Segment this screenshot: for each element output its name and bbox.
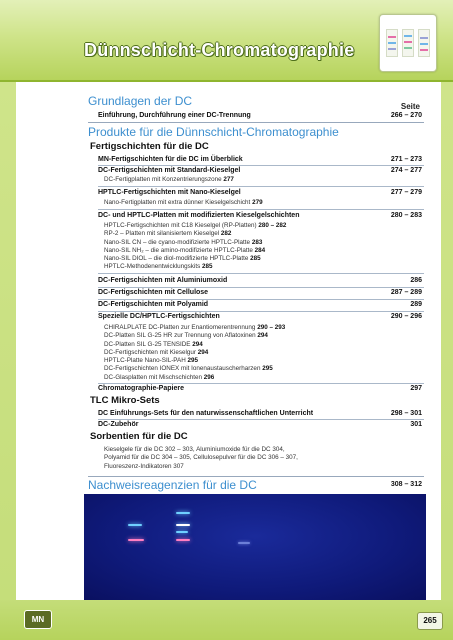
- toc-subentry: [104, 341, 404, 349]
- thumbnail-plate: [402, 29, 414, 57]
- divider: [98, 419, 424, 420]
- footer-band: [0, 600, 453, 640]
- tlc-spot: [128, 524, 142, 526]
- toc-subentry: [104, 176, 404, 184]
- toc-subentry-list: [104, 222, 404, 272]
- entry-label: Chromatographie-Papiere: [98, 385, 184, 392]
- toc-subentry: [104, 324, 404, 332]
- subentry-text: DC-Fertigplatten mit Konzentrierungszone: [104, 176, 222, 183]
- tlc-spot: [238, 542, 250, 544]
- subentry-text: DC-Glasplatten mit Mischschichten: [104, 373, 202, 381]
- subentry-page: 279: [252, 199, 263, 206]
- entry-pages: 274 – 277: [390, 167, 422, 174]
- entry-pages: 301: [410, 421, 422, 428]
- subentry-page: 284: [254, 246, 266, 254]
- subentry-page: 295: [187, 357, 199, 365]
- tlc-plates-thumbnail: [379, 14, 437, 72]
- subentry-text: DC-Fertigschichten mit Kieselgur: [104, 348, 197, 356]
- subentry-page: 294: [192, 340, 203, 348]
- right-margin-bar: [441, 82, 453, 640]
- subentry-page: 282: [220, 230, 232, 238]
- subentry-text: HPTLC-Methodenentwicklungskits: [104, 263, 201, 271]
- toc-entry: [98, 212, 424, 219]
- entry-pages: 297: [410, 385, 422, 392]
- paragraph-line: Polyamid für die DC 304 – 305, Cellulosepulver für die DC 306 – 307,: [104, 454, 298, 462]
- entry-label: DC-Fertigschichten mit Cellulose: [98, 289, 209, 296]
- left-margin-bar: [0, 82, 16, 640]
- toc-subentry: [104, 255, 404, 263]
- tlc-spot: [176, 539, 190, 541]
- divider: [88, 122, 424, 123]
- entry-label: DC-Fertigschichten mit Polyamid: [98, 301, 209, 308]
- section-heading-grundlagen: Grundlagen der DC: [88, 94, 193, 108]
- subentry-page: 280 – 282: [258, 222, 287, 229]
- toc-subentry-list: [104, 324, 404, 382]
- page-title: Dünnschicht-Chromatographie: [84, 40, 355, 60]
- tlc-spot: [176, 524, 190, 526]
- entry-label: DC-Zubehör: [98, 421, 139, 428]
- divider: [98, 383, 424, 384]
- divider: [98, 165, 424, 166]
- divider: [98, 287, 424, 288]
- subentry-page: 277: [223, 176, 234, 183]
- entry-label: MN-Fertigschichten für die DC im Überblick: [98, 156, 243, 163]
- tlc-spot: [176, 531, 188, 533]
- entry-pages: 286: [410, 277, 422, 284]
- entry-label: Spezielle DC/HPTLC-Fertigschichten: [98, 313, 220, 320]
- entry-label: DC-Fertigschichten mit Standard-Kieselgel: [98, 167, 241, 174]
- entry-pages: 266 – 270: [390, 112, 422, 119]
- entry-label: DC Einführungs-Sets für den naturwissenschaftlichen Unterricht: [98, 410, 314, 417]
- toc-subentry: [104, 230, 404, 238]
- entry-label: Einführung, Durchführung einer DC-Trennung: [98, 112, 251, 119]
- toc-subentry: [104, 263, 404, 271]
- subentry-text: DC-Platten SIL G-25 TENSIDE: [104, 340, 191, 348]
- toc-entry: [98, 112, 424, 119]
- entry-pages: 290 – 296: [390, 313, 422, 320]
- subentry-page: 290 – 293: [257, 324, 286, 331]
- toc-subentry: [104, 349, 404, 357]
- toc-subentry: [104, 332, 404, 340]
- entry-pages: 280 – 283: [390, 212, 422, 219]
- toc-entry: [98, 277, 424, 284]
- thumbnail-plate: [418, 29, 430, 57]
- subentry-page: 294: [197, 348, 209, 356]
- toc-entry: [98, 289, 424, 296]
- tlc-spot: [128, 539, 144, 541]
- subheading-fertigschichten: Fertigschichten für die DC: [90, 141, 209, 152]
- paragraph-line: Kieselgele für die DC 302 – 303, Aluminiumoxide für die DC 304,: [104, 446, 285, 453]
- toc-entry: [98, 189, 424, 196]
- toc-subentry: [104, 222, 404, 230]
- toc-subentry: [104, 199, 404, 207]
- toc-entry: [98, 313, 424, 320]
- entry-pages: 287 – 289: [390, 289, 422, 296]
- toc-entry: [98, 421, 424, 428]
- subheading-sorbentien: Sorbentien für die DC: [90, 431, 188, 442]
- entry-label: DC-Fertigschichten mit Aluminiumoxid: [98, 277, 228, 284]
- subentry-page: 285: [202, 263, 213, 271]
- toc-subentry: [104, 357, 404, 365]
- toc-subentry: [104, 365, 404, 373]
- subentry-text: Nano-SIL NH₂ – die amino-modifizierte HPTLC-Platte: [104, 246, 253, 254]
- entry-pages: 308 – 312: [390, 481, 422, 488]
- paragraph-line: Fluoreszenz-Indikatoren 307: [104, 462, 184, 470]
- subentry-text: HPTLC-Platte Nano-SIL-PAH: [104, 357, 186, 365]
- subentry-page: 285: [250, 255, 261, 263]
- subentry-text: Nano-SIL DIOL – die diol-modifizierte HPTLC-Platte: [104, 255, 249, 263]
- toc-entry: [98, 156, 424, 163]
- toc-subentry: [104, 239, 404, 247]
- divider: [98, 209, 424, 210]
- entry-pages: 289: [410, 301, 422, 308]
- sorbentien-paragraph: [104, 446, 404, 471]
- entry-pages: 298 – 301: [390, 410, 422, 417]
- toc-entry: [98, 410, 424, 417]
- subentry-text: DC-Platten SIL G-25 HR zur Trennung von Aflatoxinen: [104, 332, 256, 340]
- subentry-page: 295: [262, 365, 273, 373]
- page-column-label: Seite: [400, 102, 420, 111]
- divider: [98, 186, 424, 187]
- toc-subentry: [104, 247, 404, 255]
- toc-subentry: [104, 374, 404, 382]
- entry-label: HPTLC-Fertigschichten mit Nano-Kieselgel: [98, 189, 241, 196]
- subentry-text: HPTLC-Fertigschichten mit C18 Kieselgel (RP-Platten): [104, 222, 257, 229]
- subentry-text: RP-2 – Platten mit silanisiertem Kieselgel: [104, 230, 220, 238]
- divider: [98, 311, 424, 312]
- toc-entry: [98, 167, 424, 174]
- entry-label: DC- und HPTLC-Platten mit modifizierten Kieselgelschichten: [98, 212, 300, 219]
- subentry-text: Nano-Fertigplatten mit extra dünner Kieselgelschicht: [104, 199, 251, 206]
- subheading-micro-sets: TLC Mikro-Sets: [90, 395, 160, 406]
- entry-pages: 271 – 273: [390, 156, 422, 163]
- thumbnail-plate: [386, 29, 398, 57]
- page-number: 265: [417, 612, 443, 630]
- toc-entry: [98, 301, 424, 308]
- divider: [98, 299, 424, 300]
- section-heading-produkte: Produkte für die Dünnschicht-Chromatographie: [88, 125, 339, 139]
- divider: [88, 476, 424, 477]
- tlc-spot: [176, 512, 190, 514]
- toc-entry: [98, 385, 424, 392]
- divider: [98, 273, 424, 274]
- subentry-text: CHIRALPLATE DC-Platten zur Enantiomerentrennung: [104, 324, 256, 331]
- subentry-text: DC-Fertigschichten IONEX mit Ionenaustauscherharzen: [104, 365, 261, 373]
- subentry-page: 294: [257, 332, 268, 340]
- tlc-plate-photo: [84, 494, 426, 600]
- brand-logo: MN: [24, 610, 52, 629]
- subentry-page: 296: [203, 373, 215, 381]
- subentry-text: Nano-SIL CN – die cyano-modifizierte HPTLC-Platte: [104, 238, 251, 246]
- entry-pages: 277 – 279: [390, 189, 422, 196]
- section-heading-nachweis: Nachweisreagenzien für die DC: [88, 478, 257, 492]
- subentry-page: 283: [251, 238, 263, 246]
